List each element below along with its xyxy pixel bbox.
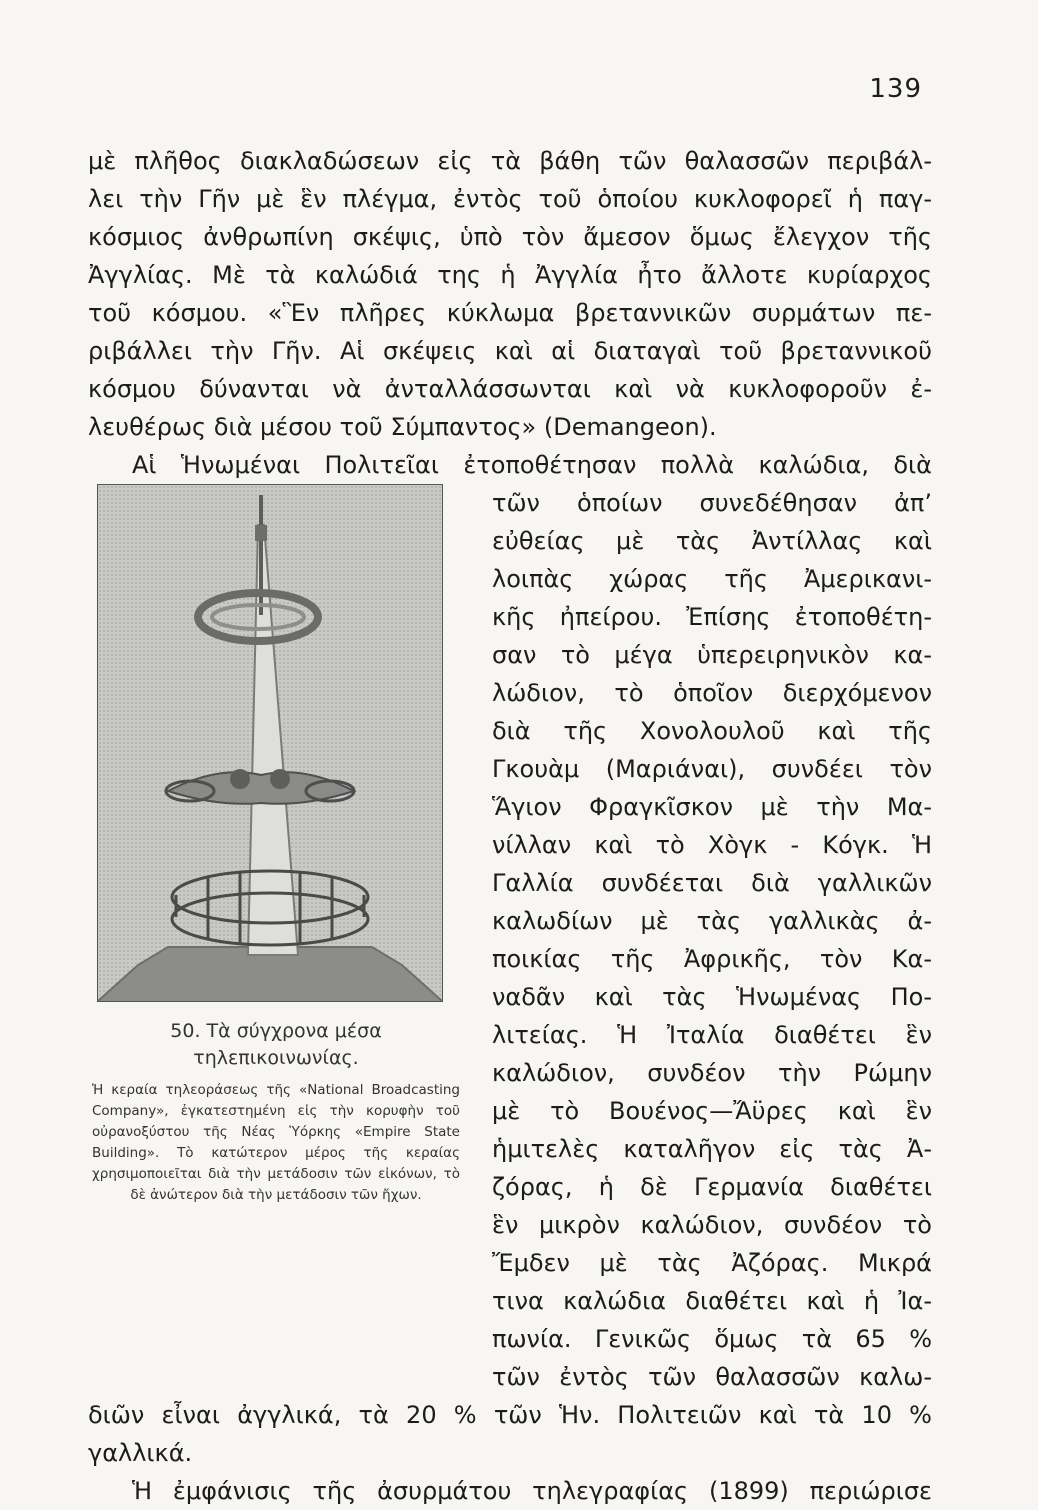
column-line: ναδᾶν καὶ τὰς Ἡνωμένας Πο- xyxy=(492,983,932,1011)
text-line: λει τὴν Γῆν μὲ ἓν πλέγμα, ἐντὸς τοῦ ὁποίου κυκλοφορεῖ ἡ παγ- xyxy=(88,185,932,213)
column-line: τινα καλώδια διαθέτει καὶ ἡ Ἰα- xyxy=(492,1287,932,1315)
column-line: λοιπὰς χώρας τῆς Ἀμερικανι- xyxy=(492,565,932,593)
column-line: εὐθείας μὲ τὰς Ἀντίλλας καὶ xyxy=(492,527,932,555)
column-line: διὰ τῆς Χονολουλοῦ καὶ τῆς xyxy=(492,717,932,745)
column-line: Ἔμδεν μὲ τὰς Ἀζόρας. Μικρά xyxy=(492,1249,932,1277)
text-line: τοῦ κόσμου. «Ἓν πλῆρες κύκλωμα βρεταννικῶν συρμάτων πε- xyxy=(88,299,932,327)
column-line: πωνία. Γενικῶς ὅμως τὰ 65 % xyxy=(492,1325,932,1353)
column-line: τῶν ἐντὸς τῶν θαλασσῶν καλω- xyxy=(492,1363,932,1391)
figure-title: 50. Τὰ σύγχρονα μέσα τηλεπικοινωνίας. xyxy=(170,1020,382,1069)
text-line: κόσμιος ἀνθρωπίνη σκέψις, ὑπὸ τὸν ἄμεσον ὅμως ἔλεγχον τῆς xyxy=(88,223,932,251)
column-line: καλωδίων μὲ τὰς γαλλικὰς ἀ- xyxy=(492,907,932,935)
column-line: Γαλλία συνδέεται διὰ γαλλικῶν xyxy=(492,869,932,897)
column-line: μὲ τὸ Βουένος—Ἄϋρες καὶ ἓν xyxy=(492,1097,932,1125)
text-line: διῶν εἶναι ἀγγλικά, τὰ 20 % τῶν Ἡν. Πολιτειῶν καὶ τὰ 10 % xyxy=(88,1401,932,1429)
antenna-photo xyxy=(97,484,443,1002)
text-line: γαλλικά. xyxy=(88,1439,193,1467)
column-line: Ἅγιον Φραγκῖσκον μὲ τὴν Μα- xyxy=(492,793,932,821)
antenna-illustration xyxy=(98,485,442,1001)
column-line: ποικίας τῆς Ἀφρικῆς, τὸν Κα- xyxy=(492,945,932,973)
paragraph-first-line: Αἱ Ἡνωμέναι Πολιτεῖαι ἐτοποθέτησαν πολλὰ καλώδια, διὰ xyxy=(132,451,932,479)
column-line: καλώδιον, συνδέον τὴν Ρώμην xyxy=(492,1059,932,1087)
column-line: νίλλαν καὶ τὸ Χὸγκ - Κόγκ. Ἡ xyxy=(492,831,932,859)
column-line: ἓν μικρὸν καλώδιον, συνδέον τὸ xyxy=(492,1211,932,1239)
column-line: τῶν ὁποίων συνεδέθησαν ἀπ’ xyxy=(492,489,932,517)
column-line: σαν τὸ μέγα ὑπερειρηνικὸν κα- xyxy=(492,641,932,669)
column-line: ζόρας, ἡ δὲ Γερμανία διαθέτει xyxy=(492,1173,932,1201)
figure-caption: Ἡ κεραία τηλεοράσεως τῆς «National Broadcasting Company», ἐγκατεστημένη εἰς τὴν κορυφὴν τοῦ οὐρανοξύστου τῆς Νέας Ὑόρκης «Empire State Building». Τὸ κατώτερον μέρος τῆς κεραίας χρησιμοποιεῖται διὰ τὴν μετάδοσιν τῶν εἰκόνων, τὸ δὲ ἀνώτερον διὰ τὴν μετάδοσιν τῶν ἤχων. xyxy=(92,1082,460,1203)
paragraph-first-line: Ἡ ἐμφάνισις τῆς ἀσυρμάτου τηλεγραφίας (1899) περιώρισε xyxy=(132,1477,932,1505)
text-line: ριβάλλει τὴν Γῆν. Αἱ σκέψεις καὶ αἱ διαταγαὶ τοῦ βρεταννικοῦ xyxy=(88,337,932,365)
column-line: Γκουὰμ (Μαριάναι), συνδέει τὸν xyxy=(492,755,932,783)
column-line: λώδιον, τὸ ὁποῖον διερχόμενον xyxy=(492,679,932,707)
page-number: 139 xyxy=(869,74,922,104)
text-line: κόσμου δύνανται νὰ ἀνταλλάσσωνται καὶ νὰ κυκλοφοροῦν ἐ- xyxy=(88,375,932,403)
text-line: Ἀγγλίας. Μὲ τὰ καλώδιά της ἡ Ἀγγλία ἦτο ἄλλοτε κυρίαρχος xyxy=(88,261,932,289)
text-line: μὲ πλῆθος διακλαδώσεων εἰς τὰ βάθη τῶν θαλασσῶν περιβάλ- xyxy=(88,147,932,175)
column-line: ἡμιτελὲς καταλῆγον εἰς τὰς Ἀ- xyxy=(492,1135,932,1163)
column-line: κῆς ἠπείρου. Ἐπίσης ἐτοποθέτη- xyxy=(492,603,932,631)
text-line: λευθέρως διὰ μέσου τοῦ Σύμπαντος» (Demangeon). xyxy=(88,413,717,441)
column-line: λιτείας. Ἡ Ἰταλία διαθέτει ἓν xyxy=(492,1021,932,1049)
